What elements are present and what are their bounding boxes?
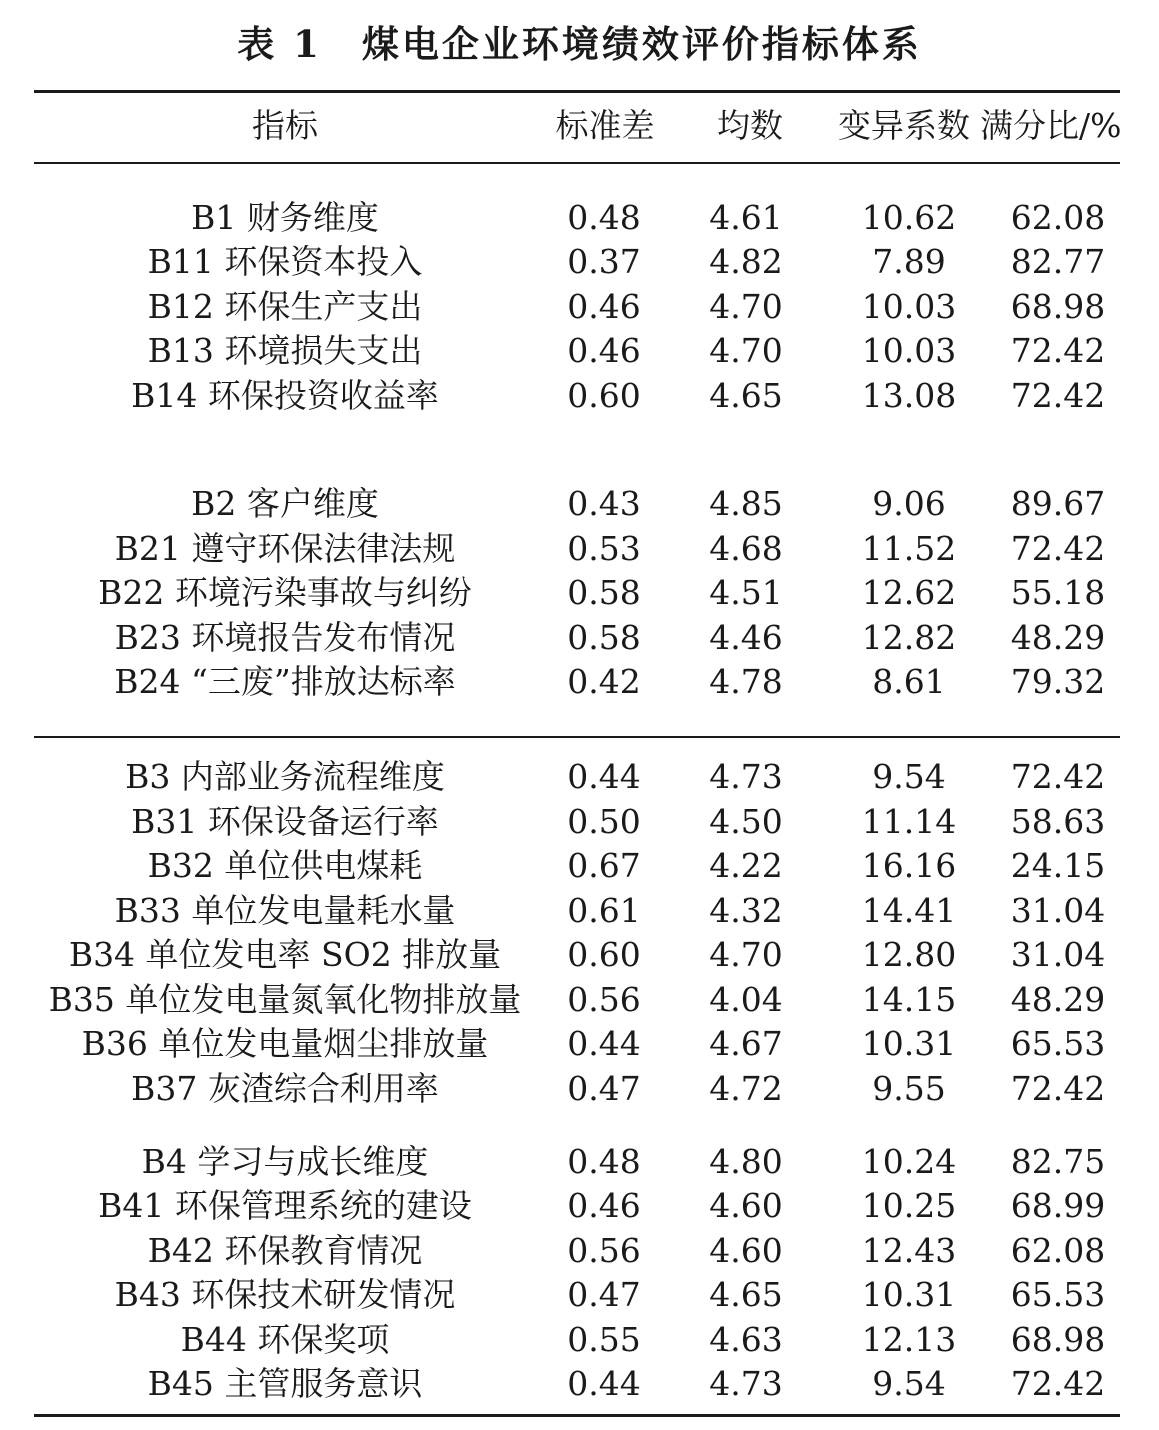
header-indicator: 指标 [252, 106, 318, 145]
indicator-cell: B22 环境污染事故与纠纷 [98, 573, 472, 612]
table-row [0, 285, 1159, 329]
cv-cell: 12.13 [861, 1320, 957, 1359]
header-full-score-pct: 满分比/% [980, 106, 1122, 145]
mean-cell: 4.72 [709, 1069, 783, 1108]
cv-cell: 9.06 [872, 484, 946, 523]
indicator-cell: B34 单位发电率 SO2 排放量 [68, 935, 502, 974]
std-cell: 0.44 [567, 1364, 641, 1403]
full-score-pct-cell: 82.77 [1010, 242, 1106, 281]
indicator-cell: B42 环保教育情况 [147, 1231, 423, 1270]
mean-cell: 4.70 [709, 935, 783, 974]
table-row [0, 660, 1159, 704]
std-cell: 0.61 [567, 891, 641, 930]
cv-cell: 11.14 [861, 802, 957, 841]
full-score-pct-cell: 68.99 [1010, 1186, 1106, 1225]
std-cell: 0.58 [567, 618, 641, 657]
mean-cell: 4.78 [709, 662, 783, 701]
indicator-cell: B13 环境损失支出 [147, 331, 423, 370]
std-cell: 0.46 [567, 1186, 641, 1225]
table-row [0, 933, 1159, 977]
table-row [0, 482, 1159, 526]
indicator-cell: B4 学习与成长维度 [141, 1142, 429, 1181]
full-score-pct-cell: 65.53 [1010, 1275, 1106, 1314]
table-row [0, 1229, 1159, 1273]
std-cell: 0.50 [567, 802, 641, 841]
cv-cell: 8.61 [872, 662, 946, 701]
std-cell: 0.60 [567, 376, 641, 415]
full-score-pct-cell: 68.98 [1010, 287, 1106, 326]
indicator-cell: B12 环保生产支出 [147, 287, 423, 326]
table-row [0, 1318, 1159, 1362]
table-row [0, 616, 1159, 660]
mean-cell: 4.60 [709, 1231, 783, 1270]
indicator-cell: B11 环保资本投入 [147, 242, 423, 281]
std-cell: 0.37 [567, 242, 641, 281]
full-score-pct-cell: 72.42 [1010, 376, 1106, 415]
table-row [0, 196, 1159, 240]
indicator-cell: B14 环保投资收益率 [131, 376, 439, 415]
full-score-pct-cell: 72.42 [1010, 757, 1106, 796]
indicator-cell: B3 内部业务流程维度 [125, 757, 445, 796]
mean-cell: 4.68 [709, 529, 783, 568]
full-score-pct-cell: 79.32 [1010, 662, 1106, 701]
cv-cell: 10.03 [861, 331, 957, 370]
indicator-cell: B21 遵守环保法律法规 [114, 529, 456, 568]
table-row [0, 844, 1159, 888]
mean-cell: 4.73 [709, 757, 783, 796]
indicator-cell: B44 环保奖项 [180, 1320, 390, 1359]
cv-cell: 10.24 [861, 1142, 957, 1181]
mean-cell: 4.51 [709, 573, 783, 612]
mean-cell: 4.22 [709, 846, 783, 885]
header-mean: 均数 [717, 106, 783, 145]
full-score-pct-cell: 68.98 [1010, 1320, 1106, 1359]
group-divider-rule [34, 736, 1120, 738]
full-score-pct-cell: 72.42 [1010, 1364, 1106, 1403]
std-cell: 0.46 [567, 331, 641, 370]
cv-cell: 10.03 [861, 287, 957, 326]
table-bottom-rule [34, 1414, 1120, 1417]
std-cell: 0.67 [567, 846, 641, 885]
cv-cell: 10.31 [861, 1024, 957, 1063]
cv-cell: 11.52 [861, 529, 957, 568]
std-cell: 0.47 [567, 1275, 641, 1314]
full-score-pct-cell: 72.42 [1010, 331, 1106, 370]
mean-cell: 4.67 [709, 1024, 783, 1063]
full-score-pct-cell: 72.42 [1010, 1069, 1106, 1108]
table-row [0, 571, 1159, 615]
table-row [0, 1362, 1159, 1406]
table-row [0, 1067, 1159, 1111]
cv-cell: 9.55 [872, 1069, 946, 1108]
cv-cell: 10.31 [861, 1275, 957, 1314]
table-row [0, 1184, 1159, 1228]
std-cell: 0.60 [567, 935, 641, 974]
table-row [0, 755, 1159, 799]
mean-cell: 4.50 [709, 802, 783, 841]
std-cell: 0.58 [567, 573, 641, 612]
table-row [0, 1022, 1159, 1066]
cv-cell: 10.62 [861, 198, 957, 237]
header-rule [34, 162, 1120, 164]
mean-cell: 4.60 [709, 1186, 783, 1225]
full-score-pct-cell: 62.08 [1010, 198, 1106, 237]
mean-cell: 4.82 [709, 242, 783, 281]
cv-cell: 9.54 [872, 1364, 946, 1403]
mean-cell: 4.32 [709, 891, 783, 930]
indicator-cell: B2 客户维度 [191, 484, 379, 523]
full-score-pct-cell: 58.63 [1010, 802, 1106, 841]
indicator-cell: B36 单位发电量烟尘排放量 [81, 1024, 489, 1063]
mean-cell: 4.85 [709, 484, 783, 523]
mean-cell: 4.61 [709, 198, 783, 237]
table-row [0, 1140, 1159, 1184]
full-score-pct-cell: 31.04 [1010, 891, 1106, 930]
cv-cell: 16.16 [861, 846, 957, 885]
std-cell: 0.48 [567, 198, 641, 237]
indicator-cell: B45 主管服务意识 [147, 1364, 423, 1403]
indicator-cell: B23 环境报告发布情况 [114, 618, 456, 657]
indicator-cell: B41 环保管理系统的建设 [98, 1186, 472, 1225]
mean-cell: 4.73 [709, 1364, 783, 1403]
indicator-cell: B35 单位发电量氮氧化物排放量 [48, 980, 522, 1019]
mean-cell: 4.80 [709, 1142, 783, 1181]
indicator-cell: B24 “三废”排放达标率 [114, 662, 456, 701]
table-top-rule [34, 90, 1120, 93]
full-score-pct-cell: 48.29 [1010, 618, 1106, 657]
header-cv: 变异系数 [838, 106, 970, 145]
std-cell: 0.46 [567, 287, 641, 326]
full-score-pct-cell: 55.18 [1010, 573, 1106, 612]
table-row [0, 329, 1159, 373]
std-cell: 0.56 [567, 1231, 641, 1270]
table-row [0, 889, 1159, 933]
full-score-pct-cell: 82.75 [1010, 1142, 1106, 1181]
cv-cell: 10.25 [861, 1186, 957, 1225]
std-cell: 0.44 [567, 757, 641, 796]
mean-cell: 4.63 [709, 1320, 783, 1359]
mean-cell: 4.65 [709, 1275, 783, 1314]
table-row [0, 374, 1159, 418]
mean-cell: 4.70 [709, 331, 783, 370]
indicator-cell: B1 财务维度 [191, 198, 379, 237]
full-score-pct-cell: 72.42 [1010, 529, 1106, 568]
std-cell: 0.47 [567, 1069, 641, 1108]
cv-cell: 12.82 [861, 618, 957, 657]
cv-cell: 14.41 [861, 891, 957, 930]
full-score-pct-cell: 65.53 [1010, 1024, 1106, 1063]
mean-cell: 4.46 [709, 618, 783, 657]
cv-cell: 12.43 [861, 1231, 957, 1270]
indicator-cell: B33 单位发电量耗水量 [114, 891, 456, 930]
mean-cell: 4.65 [709, 376, 783, 415]
std-cell: 0.55 [567, 1320, 641, 1359]
full-score-pct-cell: 24.15 [1010, 846, 1106, 885]
full-score-pct-cell: 31.04 [1010, 935, 1106, 974]
mean-cell: 4.04 [709, 980, 783, 1019]
std-cell: 0.53 [567, 529, 641, 568]
table-row [0, 527, 1159, 571]
table-row [0, 240, 1159, 284]
table-row [0, 800, 1159, 844]
cv-cell: 7.89 [872, 242, 946, 281]
table-row [0, 1273, 1159, 1317]
std-cell: 0.48 [567, 1142, 641, 1181]
indicator-cell: B43 环保技术研发情况 [114, 1275, 456, 1314]
cv-cell: 12.62 [861, 573, 957, 612]
std-cell: 0.44 [567, 1024, 641, 1063]
cv-cell: 9.54 [872, 757, 946, 796]
std-cell: 0.43 [567, 484, 641, 523]
std-cell: 0.56 [567, 980, 641, 1019]
std-cell: 0.42 [567, 662, 641, 701]
indicator-cell: B32 单位供电煤耗 [147, 846, 423, 885]
indicator-cell: B37 灰渣综合利用率 [131, 1069, 439, 1108]
mean-cell: 4.70 [709, 287, 783, 326]
cv-cell: 14.15 [861, 980, 957, 1019]
indicator-cell: B31 环保设备运行率 [131, 802, 439, 841]
cv-cell: 12.80 [861, 935, 957, 974]
cv-cell: 13.08 [861, 376, 957, 415]
full-score-pct-cell: 48.29 [1010, 980, 1106, 1019]
full-score-pct-cell: 89.67 [1010, 484, 1106, 523]
header-std: 标准差 [555, 106, 655, 145]
full-score-pct-cell: 62.08 [1010, 1231, 1106, 1270]
table-title: 表 1 煤电企业环境绩效评价指标体系 [237, 22, 922, 66]
table-row [0, 978, 1159, 1022]
